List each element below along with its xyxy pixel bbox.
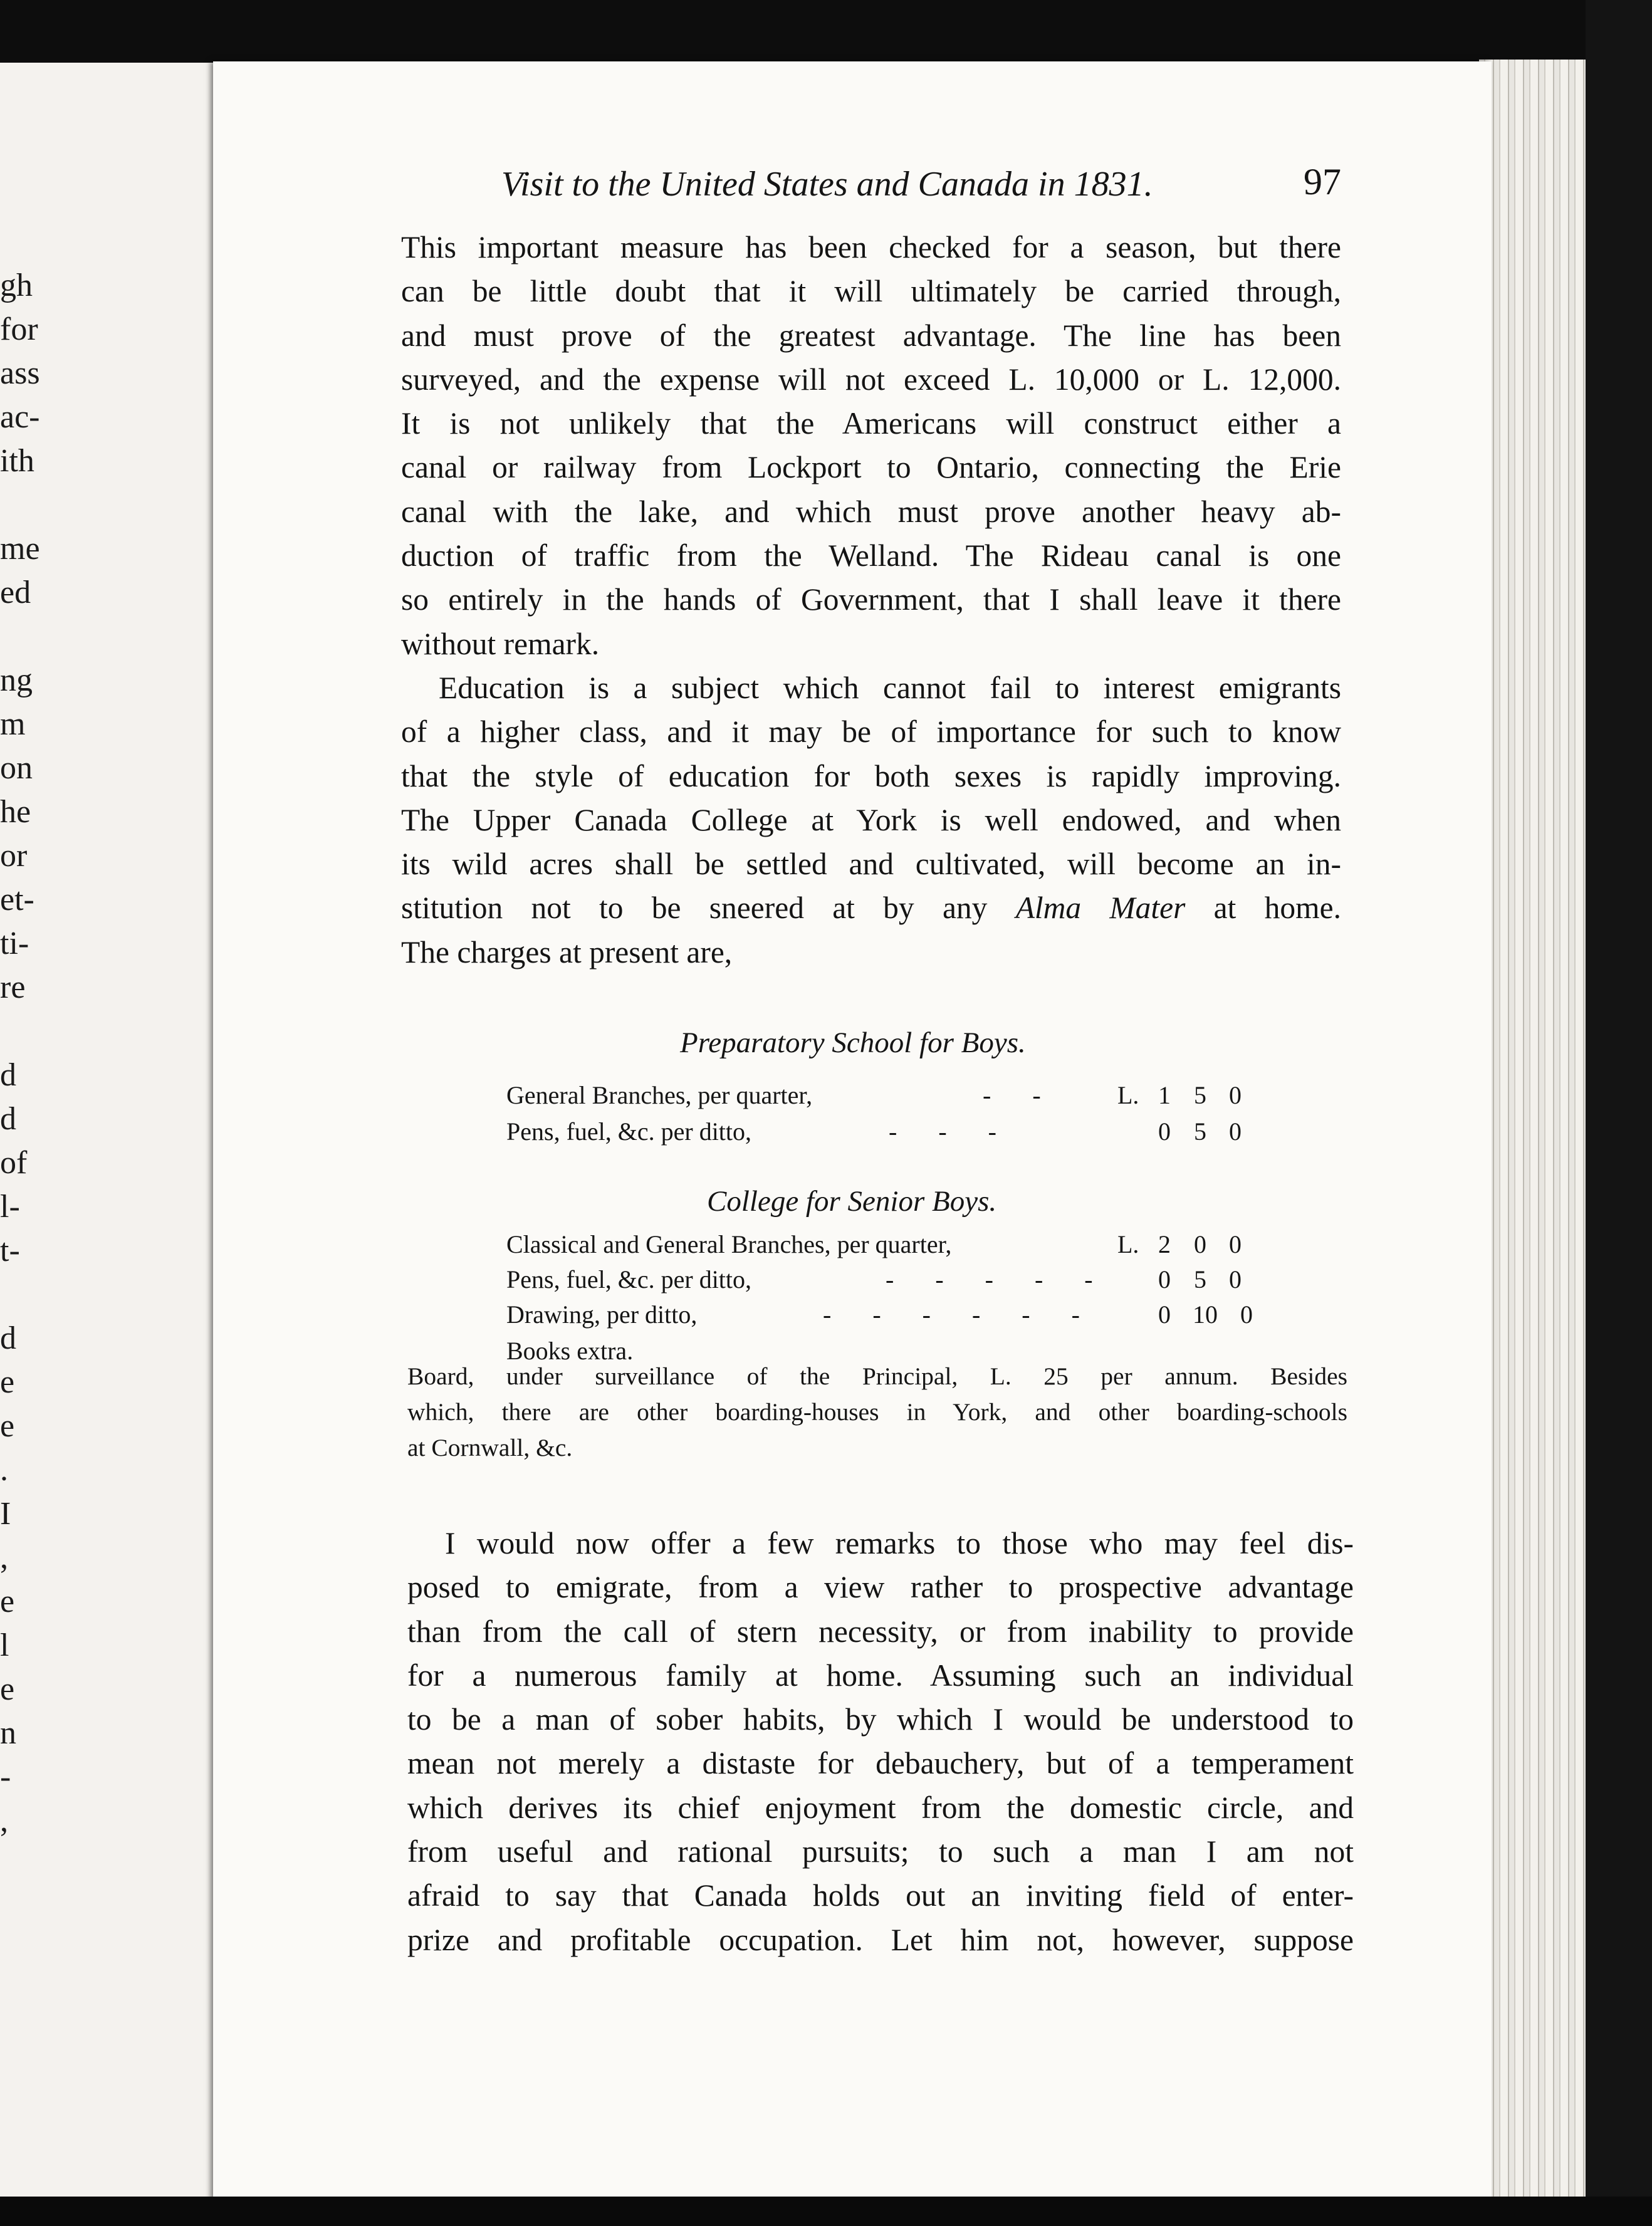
fee-pence: 0: [1229, 1265, 1242, 1293]
facing-page-text-fragment: ith: [0, 443, 34, 479]
fee-pounds: 0: [1158, 1117, 1171, 1146]
scan-background-top: [0, 0, 1652, 69]
facing-page-text-fragment: gh: [0, 268, 33, 303]
fee-shillings: 5: [1194, 1117, 1206, 1146]
text-line: so entirely in the hands of Government, that I shall leave it there: [401, 582, 1341, 617]
fee-leader-dashes: - - -: [889, 1117, 1014, 1146]
board-note: [407, 1359, 1347, 1466]
facing-page-text-fragment: or: [0, 838, 28, 874]
scan-background-right: [1586, 0, 1652, 2226]
facing-page-text-fragment: -: [0, 1759, 11, 1795]
facing-page-text-fragment: me: [0, 531, 40, 567]
facing-page-text-fragment: ti-: [0, 926, 29, 961]
paragraph-canal: [401, 226, 1341, 666]
text-line: canal or railway from Lockport to Ontario, connecting the Erie: [401, 450, 1341, 485]
fee-leader-dashes: - - - - -: [886, 1265, 1111, 1293]
fee-label: Classical and General Branches, per quarter,: [506, 1230, 952, 1258]
facing-page-text-fragment: of: [0, 1145, 28, 1181]
page-stack-edges: [1479, 60, 1586, 2200]
preparatory-heading: Preparatory School for Boys.: [680, 1027, 1026, 1059]
fee-shillings: 5: [1194, 1081, 1206, 1109]
text-line: at Cornwall, &c.: [407, 1434, 573, 1461]
college-heading: College for Senior Boys.: [707, 1185, 997, 1218]
facing-page-text-fragment: ac-: [0, 399, 40, 435]
fee-row: [506, 1117, 1258, 1152]
fee-row: [506, 1080, 1258, 1116]
fee-row: [506, 1230, 1258, 1265]
facing-page-text-fragment: ,: [0, 1803, 8, 1839]
text-line: its wild acres shall be settled and cultivated, will become an in-: [401, 847, 1341, 882]
fee-label: Pens, fuel, &c. per ditto,: [506, 1265, 752, 1293]
fee-pence: 0: [1240, 1300, 1253, 1329]
fee-pounds: 0: [1158, 1300, 1171, 1329]
italic-phrase: Alma Mater: [1015, 891, 1186, 926]
fee-shillings: 10: [1193, 1300, 1218, 1329]
fee-currency: L.: [1117, 1081, 1139, 1109]
facing-page-text-fragment: ng: [0, 662, 33, 698]
body-text-upper: [401, 226, 1341, 975]
text-line: prize and profitable occupation. Let him not, however, suppose: [407, 1922, 1354, 1957]
running-header: [501, 161, 1341, 214]
text-line: Board, under surveillance of the Principal, L. 25 per annum. Besides: [407, 1362, 1347, 1390]
text-line: and must prove of the greatest advantage. The line has been: [401, 318, 1341, 353]
facing-page-text-fragment: d: [0, 1320, 16, 1356]
running-title: Visit to the United States and Canada in 1831.: [501, 165, 1153, 204]
facing-page-text-fragment: l: [0, 1628, 9, 1663]
fee-pence: 0: [1229, 1117, 1242, 1146]
fee-pounds: 0: [1158, 1265, 1171, 1293]
text-line: The charges at present are,: [401, 934, 733, 969]
facing-page-text-fragment: et-: [0, 882, 34, 917]
text-line: to be a man of sober habits, by which I would be understood to: [407, 1702, 1354, 1737]
facing-page-text-fragment: for: [0, 311, 38, 347]
fee-shillings: 0: [1194, 1230, 1206, 1258]
text-line: afraid to say that Canada holds out an inviting field of enter-: [407, 1878, 1354, 1913]
paragraph-emigrants: [407, 1522, 1354, 1962]
facing-page-text-fragment: .: [0, 1452, 8, 1488]
text-line: canal with the lake, and which must prove another heavy ab-: [401, 494, 1341, 529]
fee-label: Books extra.: [506, 1337, 634, 1365]
fee-label: Drawing, per ditto,: [506, 1300, 698, 1329]
facing-page-text-fragment: ass: [0, 355, 40, 391]
facing-page-text-fragment: ed: [0, 575, 31, 610]
text-line: mean not merely a distaste for debauchery, but of a temperament: [407, 1746, 1354, 1781]
facing-page-text-fragment: he: [0, 794, 31, 830]
facing-page-text-fragment: n: [0, 1715, 16, 1751]
text-line: which derives its chief enjoyment from the domestic circle, and: [407, 1790, 1354, 1825]
text-fragment: at home.: [1213, 891, 1342, 926]
text-fragment: stitution not to be sneered at by any: [401, 891, 988, 926]
fee-row: [506, 1265, 1258, 1300]
text-line: I would now offer a few remarks to those who may feel dis-: [445, 1526, 1354, 1560]
text-line: which, there are other boarding-houses in York, and other boarding-schools: [407, 1398, 1347, 1426]
fee-pence: 0: [1229, 1081, 1242, 1109]
fee-pounds: 1: [1158, 1081, 1171, 1109]
fee-currency: L.: [1117, 1230, 1139, 1258]
facing-page-text-fragment: e: [0, 1584, 15, 1619]
fee-row: [506, 1300, 1258, 1335]
text-line: for a numerous family at home. Assuming such an individual: [407, 1658, 1354, 1693]
fee-label: Pens, fuel, &c. per ditto,: [506, 1117, 752, 1146]
facing-page-text-fragment: t-: [0, 1233, 20, 1268]
fee-label: General Branches, per quarter,: [506, 1081, 813, 1109]
facing-page-text-fragment: d: [0, 1057, 16, 1093]
text-line: that the style of education for both sexes is rapidly improving.: [401, 758, 1341, 793]
text-line: This important measure has been checked for a season, but there: [401, 230, 1341, 264]
facing-page-edge: [0, 63, 220, 2200]
page-number: 97: [1304, 161, 1341, 202]
facing-page-text-fragment: e: [0, 1408, 15, 1444]
text-line: surveyed, and the expense will not exceed L. 10,000 or L. 12,000.: [401, 362, 1341, 397]
facing-page-text-fragment: l-: [0, 1189, 20, 1225]
text-line: Education is a subject which cannot fail to interest emigrants: [439, 670, 1341, 705]
text-line: of a higher class, and it may be of importance for such to know: [401, 714, 1341, 750]
facing-page-text-fragment: re: [0, 969, 26, 1005]
text-line: can be little doubt that it will ultimately be carried through,: [401, 274, 1341, 309]
fee-leader-dashes: - - - - - -: [823, 1300, 1097, 1329]
facing-page-text-fragment: m: [0, 706, 26, 742]
text-line: duction of traffic from the Welland. The Rideau canal is one: [401, 538, 1341, 573]
paragraph-education: [401, 666, 1341, 975]
facing-page-text-fragment: e: [0, 1671, 15, 1707]
fee-pence: 0: [1229, 1230, 1242, 1258]
facing-page-text-fragment: ,: [0, 1540, 8, 1575]
facing-page-text-fragment: I: [0, 1496, 11, 1532]
text-line: from useful and rational pursuits; to such a man I am not: [407, 1834, 1354, 1869]
facing-page-text-fragment: d: [0, 1101, 16, 1137]
text-line: It is not unlikely that the Americans will construct either a: [401, 406, 1341, 441]
text-line: posed to emigrate, from a view rather to prospective advantage: [407, 1570, 1354, 1605]
text-line: The Upper Canada College at York is well endowed, and when: [401, 802, 1341, 837]
fee-pounds: 2: [1158, 1230, 1171, 1258]
fee-shillings: 5: [1194, 1265, 1206, 1293]
text-line-alma-mater: [401, 886, 1341, 930]
fee-leader-dashes: - -: [983, 1081, 1059, 1109]
facing-page-text-fragment: on: [0, 750, 33, 786]
scan-background-bottom: [0, 2197, 1652, 2226]
text-line: than from the call of stern necessity, or from inability to provide: [407, 1614, 1354, 1649]
text-line: without remark.: [401, 626, 600, 661]
body-text-lower: [407, 1522, 1354, 1962]
facing-page-text-fragment: e: [0, 1364, 15, 1400]
